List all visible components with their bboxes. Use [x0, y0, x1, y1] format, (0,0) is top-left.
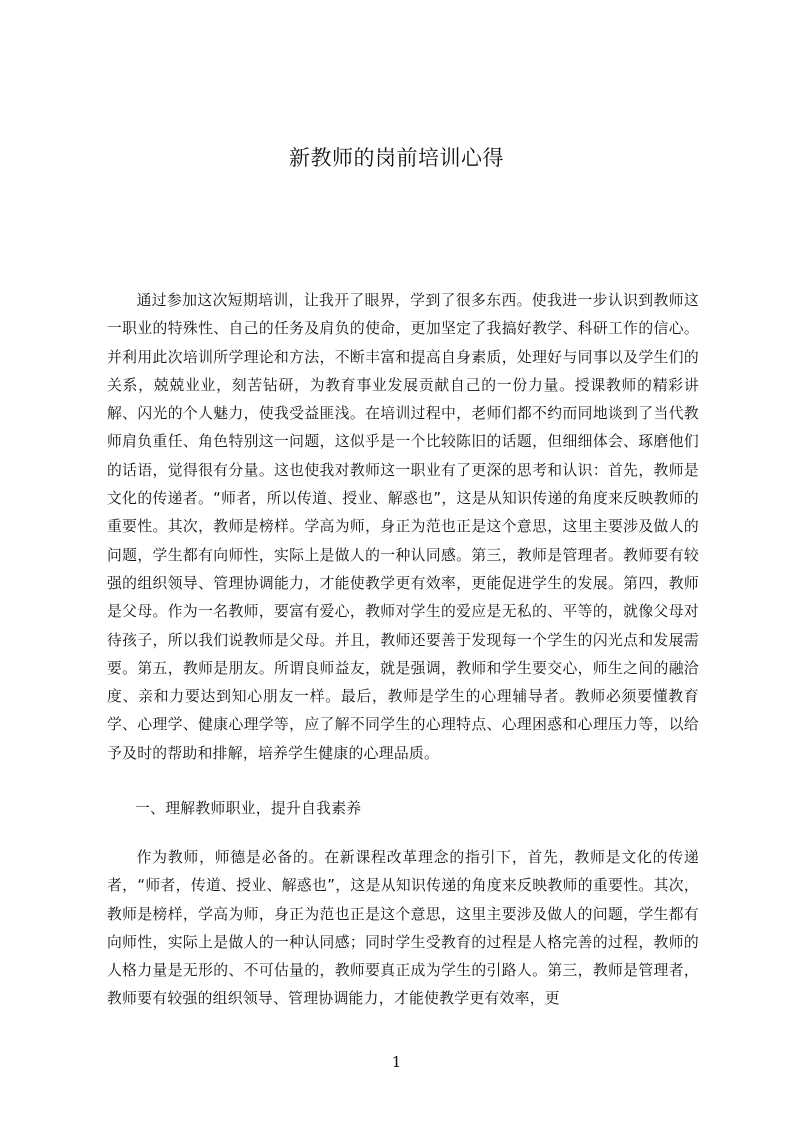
document-title: 新教师的岗前培训心得 — [289, 146, 504, 170]
body-paragraph-1: 通过参加这次短期培训，让我开了眼界，学到了很多东西。使我进一步认识到教师这一职业的特殊性、自己的任务及肩负的使命，更加坚定了我搞好教学、科研工作的信心。并利用此次培训所学理论和方法，不断丰富和提高自身素质，处理好与同事以及学生们的关系，兢兢业业，刻苦钻研，为教育事业发展贡献自己的一份力量。授课教师的精彩讲解、闪光的个人魅力，使我受益匪浅。在培训过程中，老师们都不约而同地谈到了当代教师肩负重任、角色特别这一问题，这似乎是一个比较陈旧的话题，但细细体会、琢磨他们的话语，觉得很有分量。这也使我对教师这一职业有了更深的思考和认识：首先，教师是文化的传递者。“师者，所以传道、授业、解惑也”，这是从知识传递的角度来反映教师的重要性。其次，教师是榜样。学高为师，身正为范也正是这个意思，这里主要涉及做人的问题，学生都有向师性，实际上是做人的一种认同感。第三，教师是管理者。教师要有较强的组织领导、管理协调能力，才能使教学更有效率，更能促进学生的发展。第四，教师是父母。作为一名教师，要富有爱心，教师对学生的爱应是无私的、平等的，就像父母对待孩子，所以我们说教师是父母。并且，教师还要善于发现每一个学生的闪光点和发展需要。第五，教师是朋友。所谓良师益友，就是强调，教师和学生要交心，师生之间的融洽度、亲和力要达到知心朋友一样。最后，教师是学生的心理辅导者。教师必须要懂教育学、心理学、健康心理学等，应了解不同学生的心理特点、心理困惑和心理压力等，以给予及时的帮助和排解，培养学生健康的心理品质。 — [107, 292, 699, 762]
body-paragraph-2: 作为教师，师德是必备的。在新课程改革理念的指引下，首先，教师是文化的传递者，“师者，传道、授业、解惑也”，这是从知识传递的角度来反映教师的重要性。其次，教师是榜样，学高为师，身正为范也正是这个意思，这里主要涉及做人的问题，学生都有向师性，实际上是做人的一种认同感；同时学生受教育的过程是人格完善的过程，教师的人格力量是无形的、不可估量的，教师要真正成为学生的引路人。第三，教师是管理者，教师要有较强的组织领导、管理协调能力，才能使教学更有效率，更 — [107, 849, 699, 1008]
page-number: 1 — [391, 1053, 402, 1071]
section-heading: 一、理解教师职业，提升自我素养 — [135, 800, 362, 817]
